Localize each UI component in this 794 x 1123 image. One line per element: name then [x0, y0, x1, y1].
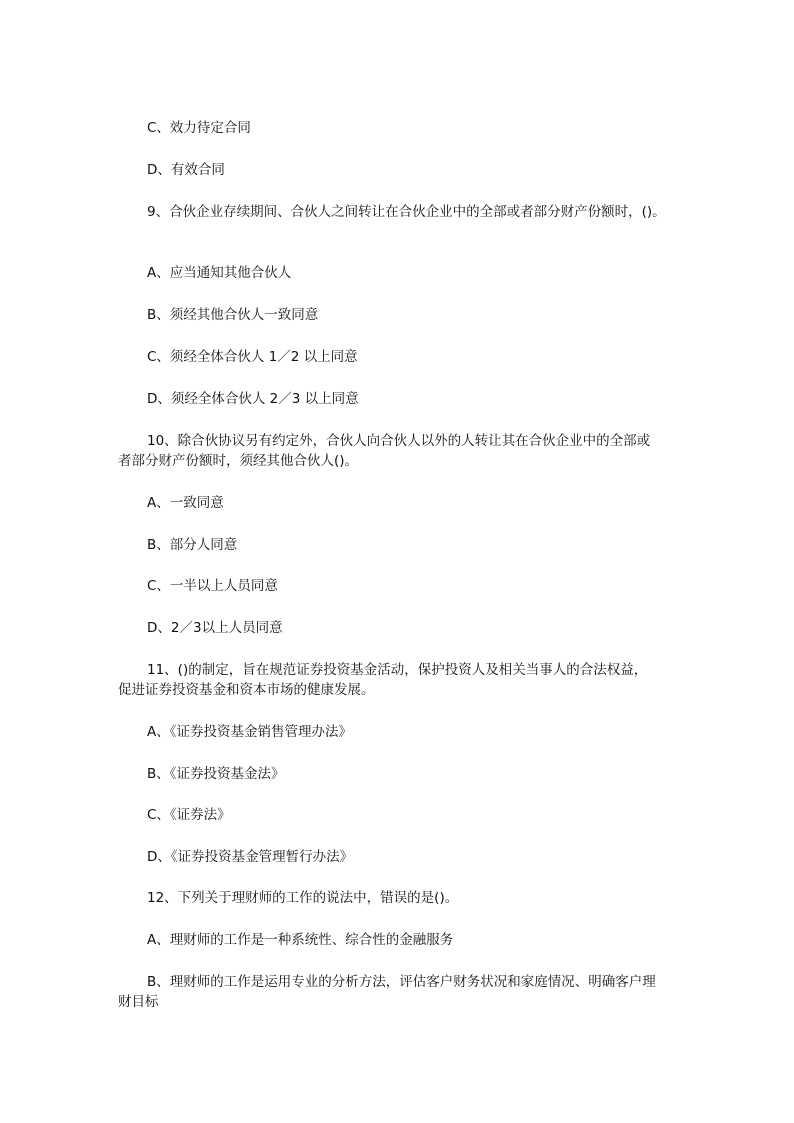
- q9-option-c: C、须经全体合伙人 1／2 以上同意: [147, 349, 358, 365]
- q11-option-a: A、《证券投资基金销售管理办法》: [147, 724, 352, 740]
- q8-option-d: D、有效合同: [147, 162, 225, 178]
- q10-option-a: A、一致同意: [147, 495, 224, 511]
- q12-option-b-line1: B、理财师的工作是运用专业的分析方法，评估客户财务状况和家庭情况、明确客户理: [147, 974, 656, 990]
- q11-option-c: C、《证券法》: [147, 807, 231, 823]
- q10-option-d: D、2／3以上人员同意: [147, 620, 283, 636]
- q9-option-a: A、应当通知其他合伙人: [147, 265, 292, 281]
- q11-option-b: B、《证券投资基金法》: [147, 766, 285, 782]
- q9-stem: 9、合伙企业存续期间、合伙人之间转让在合伙企业中的全部或者部分财产份额时，()。: [147, 204, 666, 220]
- q12-stem: 12、下列关于理财师的工作的说法中，错误的是()。: [147, 890, 459, 906]
- q10-stem-line1: 10、除合伙协议另有约定外，合伙人向合伙人以外的人转让其在合伙企业中的全部或: [147, 433, 651, 449]
- q10-option-b: B、部分人同意: [147, 537, 238, 553]
- q10-option-c: C、一半以上人员同意: [147, 578, 278, 594]
- q11-stem-line1: 11、()的制定，旨在规范证券投资基金活动，保护投资人及相关当事人的合法权益，: [147, 662, 648, 678]
- q9-option-b: B、须经其他合伙人一致同意: [147, 307, 319, 323]
- q12-option-b-line2: 财目标: [118, 994, 159, 1010]
- q10-stem-line2: 者部分财产份额时，须经其他合伙人()。: [118, 453, 359, 469]
- q11-stem-line2: 促进证券投资基金和资本市场的健康发展。: [118, 682, 375, 698]
- q12-option-a: A、理财师的工作是一种系统性、综合性的金融服务: [147, 932, 454, 948]
- q11-option-d: D、《证券投资基金管理暂行办法》: [147, 849, 354, 865]
- q9-option-d: D、须经全体合伙人 2／3 以上同意: [147, 391, 359, 407]
- q8-option-c: C、效力待定合同: [147, 120, 251, 136]
